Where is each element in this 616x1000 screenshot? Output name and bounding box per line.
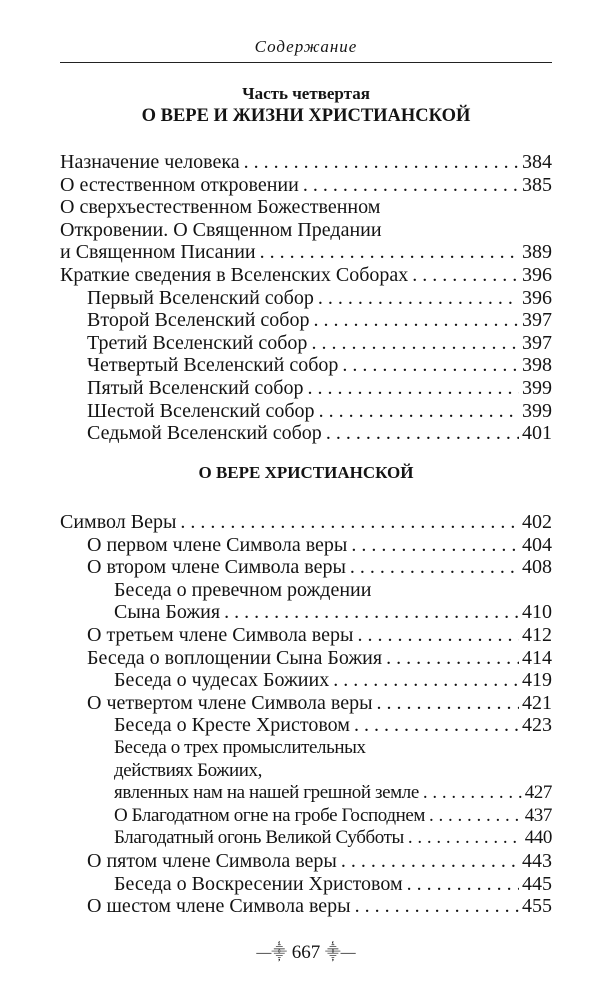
toc-entry[interactable] — [60, 714, 552, 737]
toc-entry[interactable] — [60, 601, 552, 624]
leader-dots — [224, 601, 519, 624]
toc-entry[interactable] — [60, 151, 552, 174]
leader-dots — [350, 556, 519, 579]
toc-entry-page: 440 — [524, 827, 552, 849]
toc-entry-title: Символ Веры — [60, 511, 177, 533]
toc-entry[interactable] — [60, 511, 552, 534]
toc-entry-page: 396 — [522, 286, 552, 309]
toc-entry-title: Беседа о воплощении Сына Божия — [87, 646, 383, 669]
leader-dots — [342, 354, 519, 377]
toc-entry-page: 437 — [524, 804, 552, 826]
toc-entry[interactable] — [60, 624, 552, 647]
toc-entry-title: Беседа о чудесах Божиих — [114, 669, 330, 692]
leader-dots — [341, 850, 519, 873]
toc-entry-title: явленных нам на нашей грешной земле — [114, 782, 419, 804]
leader-dots — [318, 287, 519, 310]
toc-entry-title: О третьем члене Символа веры — [87, 623, 354, 646]
toc-entry-title: Второй Вселенский собор — [87, 309, 310, 332]
toc-entry-page: 421 — [522, 691, 552, 714]
leader-dots — [412, 264, 519, 287]
leader-dots — [326, 422, 519, 445]
toc-entry[interactable] — [60, 669, 552, 692]
leader-dots — [351, 534, 519, 557]
part-label: Часть четвертая — [242, 84, 370, 103]
toc-entry-page: 412 — [522, 623, 552, 646]
toc-entry-page: 410 — [522, 601, 552, 624]
toc-entry[interactable] — [60, 174, 552, 197]
toc-entry-page: 423 — [522, 714, 552, 737]
toc-entry-page: 445 — [522, 872, 552, 895]
toc-entry[interactable] — [60, 354, 552, 377]
toc-entry-page: 401 — [522, 422, 552, 445]
toc-entry[interactable] — [60, 422, 552, 445]
toc-entry-page: 414 — [522, 646, 552, 669]
toc-entry-title: О шестом члене Символа веры — [87, 895, 351, 918]
leader-dots — [333, 669, 519, 692]
toc-entry-page: 397 — [522, 331, 552, 354]
toc-entry-page: 443 — [522, 849, 552, 872]
leader-dots — [319, 400, 519, 423]
leader-dots — [244, 151, 519, 174]
toc-entry[interactable] — [60, 241, 552, 264]
toc-entry[interactable] — [60, 647, 552, 670]
leader-dots — [303, 174, 519, 197]
toc-entry[interactable] — [60, 895, 552, 918]
page-footer — [60, 942, 552, 964]
leader-dots — [311, 332, 519, 355]
leader-dots — [260, 241, 519, 264]
toc-entry[interactable] — [60, 692, 552, 715]
leader-dots — [354, 714, 519, 737]
toc-entry-title: Беседа о Воскресении Христовом — [114, 872, 403, 895]
toc-part-four — [60, 151, 552, 445]
toc-entry-title: О четвертом члене Символа веры — [87, 691, 373, 714]
toc-entry-title: Четвертый Вселенский собор — [87, 354, 339, 377]
toc-entry-line[interactable] — [60, 196, 552, 219]
leader-dots — [423, 782, 522, 805]
toc-entry-page: 408 — [522, 556, 552, 579]
leader-dots — [355, 895, 519, 918]
toc-entry-title: Пятый Вселенский собор — [87, 376, 304, 399]
toc-entry[interactable] — [60, 827, 552, 850]
toc-entry-page: 399 — [522, 399, 552, 422]
toc-entry-page: 385 — [522, 173, 552, 196]
running-head: Содержание — [254, 37, 358, 56]
toc-entry-page: 384 — [522, 151, 552, 173]
leader-dots — [429, 805, 522, 828]
toc-entry-title: Беседа о превечном рождении — [114, 578, 372, 601]
leader-dots — [408, 827, 522, 850]
toc-entry[interactable] — [60, 534, 552, 557]
toc-entry[interactable] — [60, 556, 552, 579]
toc-entry-page: 455 — [522, 895, 552, 918]
toc-entry-title: Назначение человека — [60, 151, 240, 173]
leader-dots — [377, 692, 519, 715]
leader-dots — [386, 647, 519, 670]
toc-entry-page: 389 — [522, 241, 552, 264]
toc-entry-line[interactable] — [60, 579, 552, 602]
toc-entry-line[interactable] — [60, 760, 552, 783]
toc-entry[interactable] — [60, 850, 552, 873]
toc-entry[interactable] — [60, 782, 552, 805]
leader-dots — [180, 511, 519, 534]
toc-section-faith — [60, 511, 552, 918]
toc-entry[interactable] — [60, 332, 552, 355]
toc-entry-title: О пятом члене Символа веры — [87, 849, 337, 872]
toc-entry-page: 396 — [522, 263, 552, 286]
toc-entry-page: 397 — [522, 309, 552, 332]
toc-entry-title: Беседа о Кресте Христовом — [114, 714, 350, 737]
part-title: О ВЕРЕ И ЖИЗНИ ХРИСТИАНСКОЙ — [141, 106, 471, 126]
toc-entry-title: О втором члене Символа веры — [87, 556, 346, 579]
toc-entry-title: О первом члене Символа веры — [87, 533, 348, 556]
toc-entry[interactable] — [60, 377, 552, 400]
toc-entry-title: и Священном Писании — [60, 241, 256, 264]
section-title: О ВЕРЕ ХРИСТИАНСКОЙ — [198, 463, 414, 482]
toc-entry[interactable] — [60, 400, 552, 423]
toc-entry-title: Беседа о трех промыслительных — [114, 736, 366, 758]
toc-entry-page: 404 — [522, 533, 552, 556]
toc-entry-title: Третий Вселенский собор — [87, 331, 308, 354]
toc-entry-title: Шестой Вселенский собор — [87, 399, 315, 422]
toc-entry-title: О сверхъестественном Божественном — [60, 196, 381, 219]
ornament-right-icon: ⸎— — [325, 945, 356, 961]
leader-dots — [357, 624, 519, 647]
toc-entry-page: 402 — [522, 511, 552, 533]
toc-entry[interactable] — [60, 287, 552, 310]
toc-entry-title: Седьмой Вселенский собор — [87, 422, 322, 445]
toc-entry-title: Первый Вселенский собор — [87, 286, 314, 309]
toc-entry-page: 398 — [522, 354, 552, 377]
toc-entry-title: О Благодатном огне на гробе Господнем — [114, 804, 426, 826]
toc-entry-page: 427 — [524, 782, 552, 804]
leader-dots — [307, 377, 519, 400]
toc-entry-title: Сына Божия — [114, 601, 221, 624]
toc-entry-page: 419 — [522, 669, 552, 692]
page-number: 667 — [291, 942, 321, 963]
toc-entry-page: 399 — [522, 376, 552, 399]
toc-entry-line[interactable] — [60, 219, 552, 242]
toc-entry-title: О естественном откровении — [60, 173, 299, 196]
toc-entry-title: Откровении. О Священном Предании — [60, 218, 382, 241]
toc-entry-title: Краткие сведения в Вселенских Соборах — [60, 263, 409, 286]
toc-entry-title: Благодатный огонь Великой Субботы — [114, 827, 404, 849]
header-rule — [60, 62, 552, 63]
toc-entry[interactable] — [60, 264, 552, 287]
leader-dots — [407, 873, 519, 896]
toc-entry-line[interactable] — [60, 737, 552, 760]
toc-entry[interactable] — [60, 805, 552, 828]
toc-entry[interactable] — [60, 309, 552, 332]
toc-entry-title: действиях Божиих, — [114, 759, 262, 781]
leader-dots — [313, 309, 519, 332]
ornament-left-icon: —⸎ — [256, 945, 287, 961]
toc-entry[interactable] — [60, 873, 552, 896]
